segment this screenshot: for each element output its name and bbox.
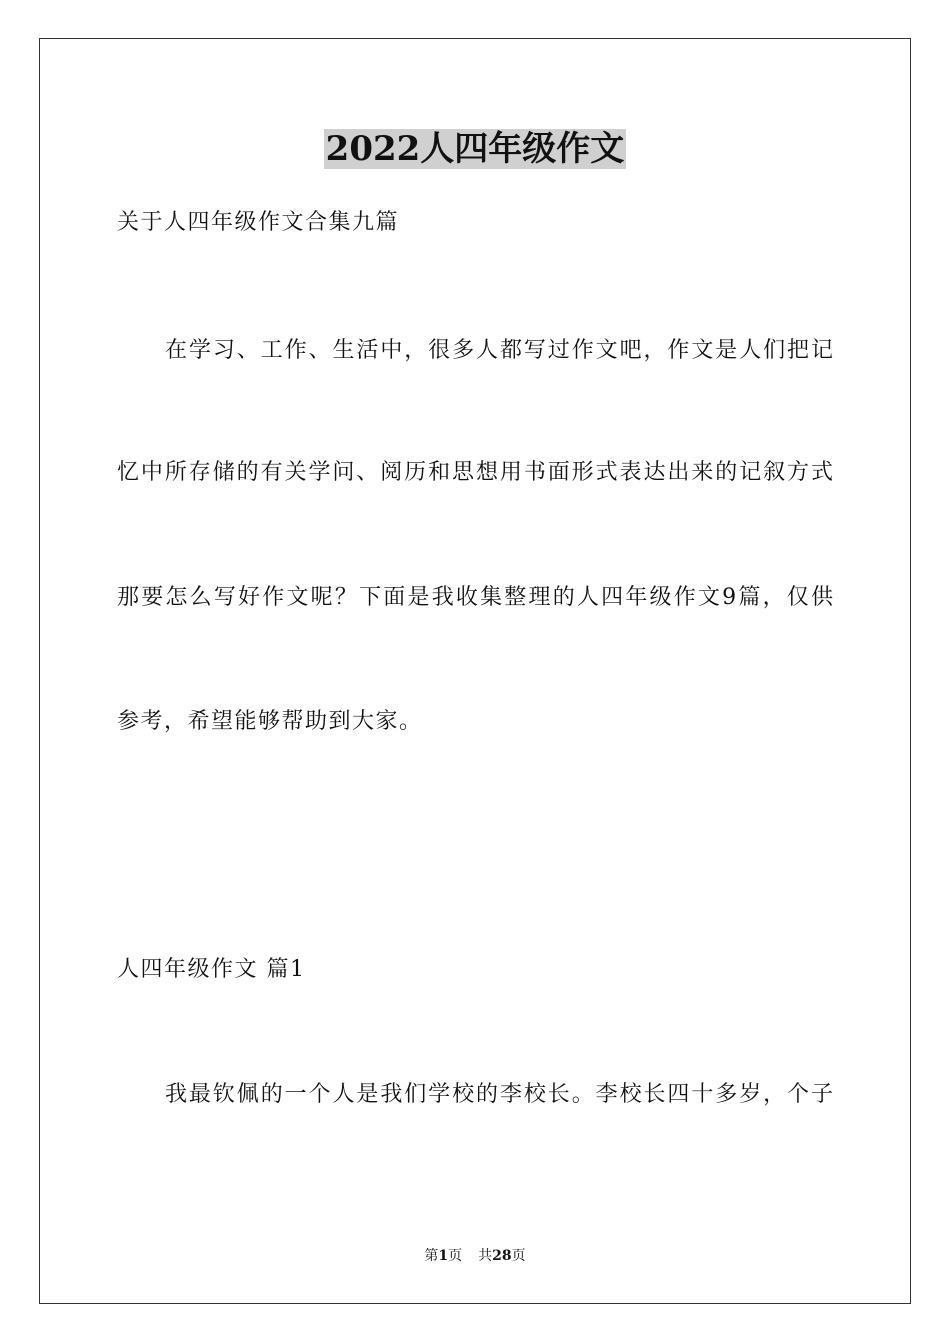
intro-line-1: 在学习、工作、生活中，很多人都写过作文吧，作文是人们把记 <box>165 338 833 363</box>
footer-page-total: 28 <box>492 1248 512 1264</box>
intro-line-2: 忆中所存储的有关学问、阅历和思想用书面形式表达出来的记叙方式 <box>117 460 833 485</box>
footer-total-prefix: 共 <box>478 1248 493 1264</box>
document-title <box>0 126 950 172</box>
footer-total-suffix: 页 <box>511 1248 526 1264</box>
footer-page-suffix: 页 <box>448 1248 463 1264</box>
page-footer <box>0 1246 950 1266</box>
intro-line-3: 那要怎么写好作文呢？下面是我收集整理的人四年级作文9篇，仅供 <box>117 585 833 610</box>
footer-page-prefix: 第 <box>424 1248 439 1264</box>
intro-line-4: 参考，希望能够帮助到大家。 <box>117 709 423 734</box>
document-title-text: 2022人四年级作文 <box>325 129 625 169</box>
document-subtitle: 关于人四年级作文合集九篇 <box>117 210 400 235</box>
footer-page-current: 1 <box>438 1248 449 1264</box>
section-heading: 人四年级作文 篇1 <box>117 957 306 982</box>
section-paragraph-line-1: 我最钦佩的一个人是我们学校的李校长。李校长四十多岁，个子 <box>165 1082 833 1107</box>
